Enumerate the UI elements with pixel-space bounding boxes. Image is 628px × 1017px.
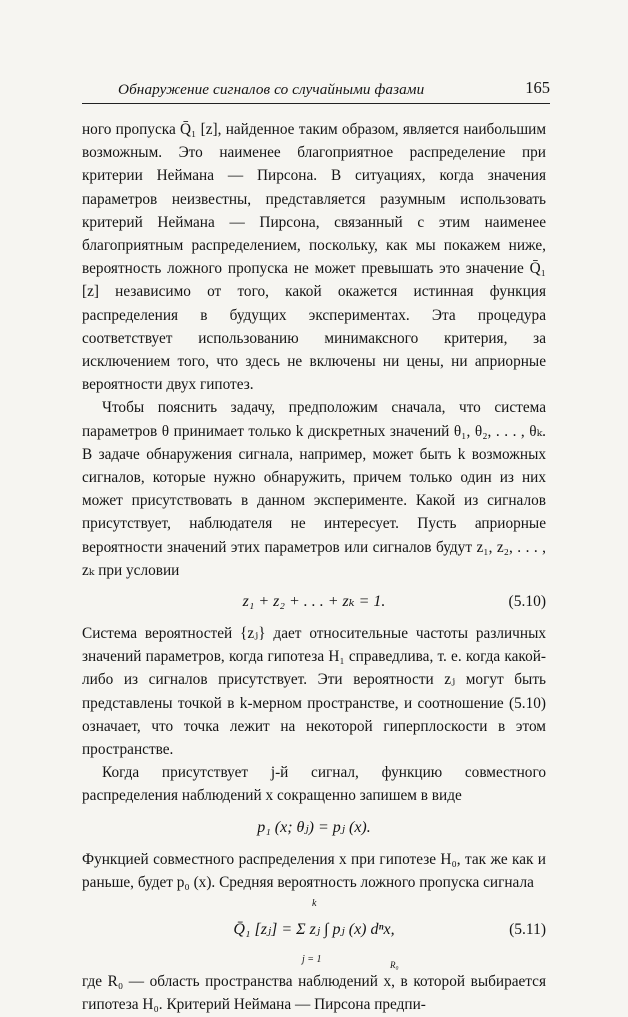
page-body bbox=[82, 118, 546, 1017]
running-title: Обнаружение сигналов со случайными фазами bbox=[118, 81, 425, 98]
equation-5-10 bbox=[82, 582, 546, 622]
summation-limits bbox=[296, 892, 336, 968]
paragraph-4: Когда присутствует j-й сигнал, функцию совместного распределения наблюдений x сокращенно запишем в виде bbox=[82, 764, 546, 805]
equation-pj-expression: p₁ (x; θⱼ) = pⱼ (x). bbox=[257, 818, 371, 836]
integral-lower-limit: R₀ bbox=[390, 960, 399, 971]
page-number: 165 bbox=[525, 78, 550, 97]
sum-upper-limit: k bbox=[312, 898, 317, 910]
equation-5-10-number: (5.10) bbox=[508, 593, 546, 611]
equation-5-11-number: (5.11) bbox=[509, 921, 546, 939]
paragraph-3: Система вероятностей {zⱼ} дает относительные частоты различных значений параметров, когда гипотеза H₁ справедлива, т. е. когда какой-либо из сигналов присутствует. Эти вероятности zⱼ могут быть представлены точкой в k-мерном пространстве, и соотношение (5.10) означает, что точка лежит на некоторой гиперплоскости в этом пространстве. bbox=[82, 625, 546, 759]
equation-5-10-expression: z₁ + z₂ + . . . + zₖ = 1. bbox=[242, 593, 386, 611]
sum-lower-limit: j = 1 bbox=[302, 954, 322, 966]
equation-5-11 bbox=[82, 894, 546, 970]
running-header bbox=[118, 74, 550, 104]
paragraph-6: где R₀ — область пространства наблюдений x, в которой выбирается гипотеза H₀. Критерий Неймана — Пирсона предпи- bbox=[82, 973, 546, 1014]
paragraph-1: ного пропуска Q̄₁ [z], найденное таким образом, является наибольшим возможным. Это наименее благоприятное распределение при критерии Неймана — Пирсона. В ситуациях, когда значения параметров неизвестны, представляется разумным использовать критерий Неймана — Пирсона, связанный с этим наименее благоприятным распределением, поскольку, как мы покажем ниже, вероятность ложного пропуска не может превышать это значение Q̄₁ [z] независимо от того, какой окажется истинная функция распределения в будущих экспериментах. Эта процедура соответствует использованию минимаксного критерия, за исключением того, что здесь не включены ни цены, ни априорные вероятности двух гипотез. bbox=[82, 121, 546, 394]
equation-5-11-expression: Q̄₁ [zⱼ] = Σ zⱼ ∫ pⱼ (x) dⁿx, bbox=[233, 921, 395, 939]
paragraph-5: Функцией совместного распределения x при гипотезе H₀, так же как и раньше, будет p₀ (x). Средняя вероятность ложного пропуска сигнала bbox=[82, 850, 546, 891]
header-rule bbox=[82, 103, 550, 104]
equation-pj bbox=[82, 808, 546, 848]
paragraph-2: Чтобы пояснить задачу, предположим сначала, что система параметров θ принимает только k дискретных значений θ₁, θ₂, . . . , θₖ. В задаче обнаружения сигнала, например, может быть k возможных сигналов, которые нужно обнаружить, причем только один из них может присутствовать в данном эксперименте. Какой из сигналов присутствует, наблюдателя не интересует. Пусть априорные вероятности значений этих параметров или сигналов будут z₁, z₂, . . . , zₖ при условии bbox=[82, 399, 546, 579]
